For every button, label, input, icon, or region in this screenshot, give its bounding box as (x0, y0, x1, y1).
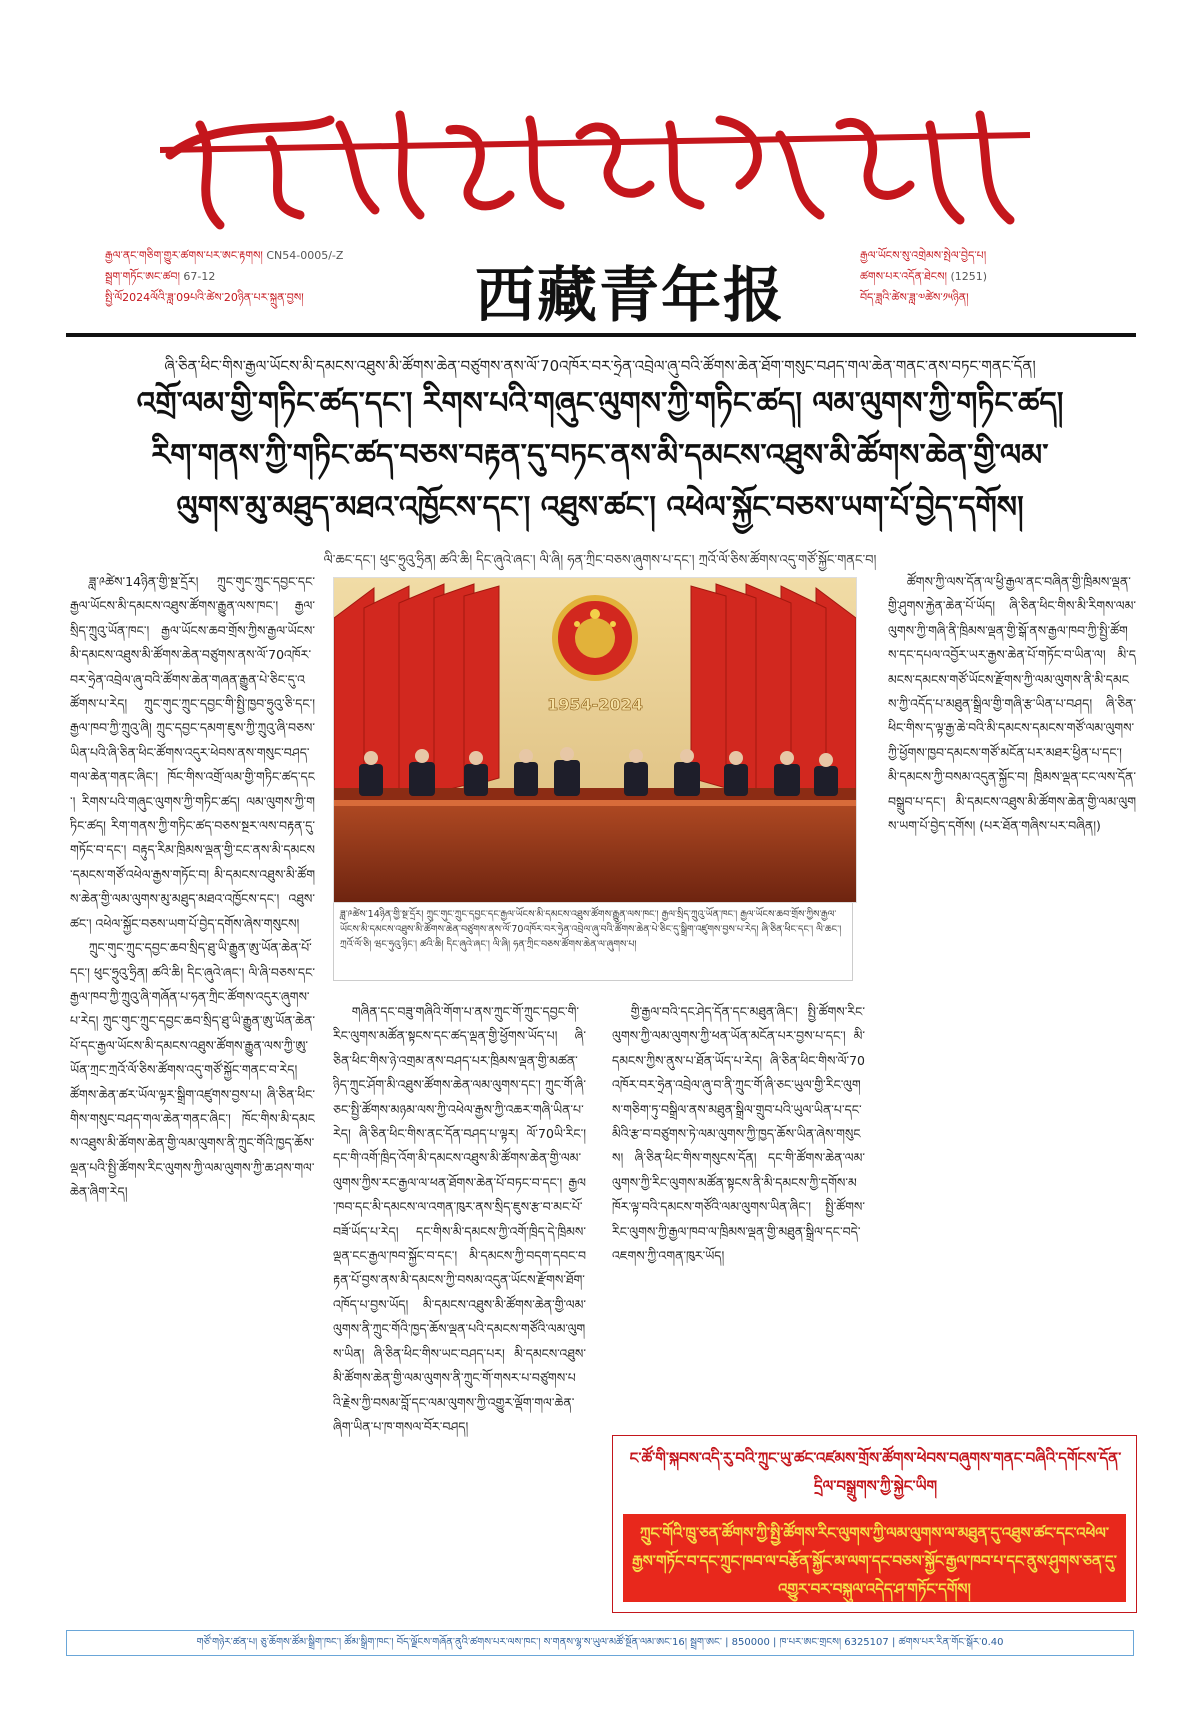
headline-line: འགྲོ་ལམ་གྱི་གཏིང་ཚད་དང་། རིགས་པའི་གཞུང་ལུགས་ཀྱི་གཏིང་ཚད། ལམ་ལུགས་ཀྱི་གཏིང་ཚད། (136, 386, 1064, 421)
notice-highlight: ཀྲུང་གོའི་ཁྲུ་ཅན་ཚོགས་ཀྱི་སྤྱི་ཚོགས་རིང་ལུགས་ཀྱི་ལམ་ལུགས་ལ་མཐུན་དུ་འཐུས་ཚང་དང་འཕེལ་རྒྱས་གཏོང་བ་དང་ཀྲུང་ཁབ་ལ་བརྩོན་སྐྱོང་མ་ལག་དང་བཅས་སྐྱོང་རྒྱལ་ཁབ་པ་དང་ནུས་ཤུགས་ཅན་དུ་འགྱུར་བར་བསྐུལ་འདེད་ཤ་གཏོང་དགོས། (623, 1514, 1126, 1602)
anniversary-banner-text: 1954-2024 (547, 695, 643, 714)
article-paragraph: ཀྲུང་གུང་ཀྲུང་དབྱང་ཆབ་སྲིད་ཐུ་ཡི་རྒྱུན་ཨུ་ཡོན་ཆེན་པོ་དང་། ཕུང་ཧྲུའུ་ཧྲིན། ཚའི་ཆི། དིང་ཞུའེ་ཞང་། ལི་ཞི་བཅས་དང་རྒྱལ་ཁབ་ཀྱི་ཀྲུའུ་ཞི་གཞོན་པ་ཧན་ཀྲིང་ཚོགས་འདུར་ཞུགས་པ་རེད། ཀྲུང་གུང་ཀྲུང་དབྱང་ཆབ་སྲིད་ཐུ་ཡི་རྒྱུན་ཨུ་ཡོན་ཆེན་པོ་དང་རྒྱལ་ཡོངས་མི་དམངས་འཐུས་ཚོགས་རྒྱུན་ལས་ཀྱི་ཨུ་ཡོན་ཀྲང་ཀྲའོ་ལོ་ཅིས་ཚོགས་འདུ་གཙོ་སྐྱོང་གནང་བ་རེད། ཚོགས་ཆེན་ཚར་ཡོལ་ལྟར་སྒྲིག་འཛུགས་བྱས་པ། ཞི་ཅིན་ཕིང་གིས་གསུང་བཤད་གལ་ཆེན་གནང་ཞིང་། ཁོང་གིས་མི་དམངས་འཐུས་མི་ཚོགས་ཆེན་གྱི་ལམ་ལུགས་ནི་ཀྲུང་གོའི་ཁྱད་ཆོས་ལྡན་པའི་སྤྱི་ཚོགས་རིང་ལུགས་ཀྱི་ལམ་ལུགས་ཀྱི་ཆ་ཤས་གལ་ཆེན་ཞིག་རེད། (70, 940, 315, 1200)
article-column-1 (70, 570, 315, 1452)
lead-kicker: ཞི་ཅིན་ཕིང་གིས་རྒྱལ་ཡོངས་མི་དམངས་འཐུས་མི་ཚོགས་ཆེན་བཙུགས་ནས་ལོ་70འཁོར་བར་ཧྲེན་འབྲེལ་ཞུ་བའི་ཚོགས་ཆེན་ཐོག་གསུང་བཤད་གལ་ཆེན་གནང་ནས་བཏང་གནང་དོན། (164, 357, 1036, 375)
distribution-line: རྒྱལ་ཡོངས་སུ་འགྲེམས་སྤེལ་བྱེད་པ། (860, 249, 987, 262)
date-line: སྤྱི་ལོ2024ལོའི་ཟླ་09པའི་ཚེས་20ཉིན་པར་སྐྲུན་བྱས། (105, 291, 304, 304)
masthead-info-left (105, 245, 425, 308)
issue-number-line: ཚགས་པར་འདོན་ཐེངས། (1251) (860, 270, 988, 283)
masthead-info-right (860, 245, 1120, 308)
notice-box (612, 1435, 1137, 1613)
masthead-divider (66, 333, 1136, 337)
chinese-title: 西藏青年报 (475, 261, 785, 331)
conference-hall-image (334, 578, 856, 902)
article-paragraph: ཟླ་༩ཚེས་14ཉིན་གྱི་སྔ་དྲོར། ཀྲུང་གུང་ཀྲུང་དབྱང་དང་རྒྱལ་ཡོངས་མི་དམངས་འཐུས་ཚོགས་རྒྱུན་ལས་ཁང་། རྒྱལ་སྲིད་ཀྲུའུ་ཡོན་ཁང་། རྒྱལ་ཡོངས་ཆབ་གྲོས་ཀྱིས་རྒྱལ་ཡོངས་མི་དམངས་འཐུས་མི་ཚོགས་ཆེན་བཙུགས་ནས་ལོ་70འཁོར་བར་ཧྲེན་འབྲེལ་ཞུ་བའི་ཚོགས་ཆེན་གཞན་རྒྱུན་པེ་ཅིང་དུ་འཚོགས་པ་རེད། ཀྲུང་གུང་ཀྲུང་དབྱང་གི་སྤྱི་ཁྱབ་ཧྲུའུ་ཅི་དང་། རྒྱལ་ཁབ་ཀྱི་ཀྲུའུ་ཞི། ཀྲུང་དབྱང་དམག་ཇུས་ཀྱི་ཀྲུའུ་ཞི་བཅས་ཡིན་པའི་ཞི་ཅིན་ཕིང་ཚོགས་འདུར་ཕེབས་ནས་གསུང་བཤད་གལ་ཆེན་གནང་ཞིང་། ཁོང་གིས་འགྲོ་ལམ་གྱི་གཏིང་ཚད་དང་། རིགས་པའི་གཞུང་ལུགས་ཀྱི་གཏིང་ཚད། ལམ་ལུགས་ཀྱི་གཏིང་ཚད། རིག་གནས་ཀྱི་གཏིང་ཚད་བཅས་སྔར་ལས་བརྟན་དུ་གཏོང་བ་དང་། བརྟུད་རིམ་ཁྲིམས་ལྡན་གྱི་ངང་ནས་མི་དམངས་དམངས་གཙོ་འཕེལ་རྒྱས་གཏོང་བ། མི་དམངས་འཐུས་མི་ཚོགས་ཆེན་གྱི་ལམ་ལུགས་མུ་མཐུད་མཐའ་འཁྱོངས་དང་། འཐུས་ཚང་། འཕེལ་སྐྱོང་བཅས་ཡག་པོ་བྱེད་དགོས་ཞེས་གསུངས། (70, 574, 315, 931)
article-paragraph: གྱི་རྒྱལ་བའི་དང་ཤེད་དོན་དང་མཐུན་ཞིང་། སྤྱི་ཚོགས་རིང་ལུགས་ཀྱི་ལམ་ལུགས་ཀྱི་ཕན་ཡོན་མངོན་པར་བྱས་པ་དང་། མི་དམངས་ཀྱིས་ནུས་པ་ཐོན་ཡོད་པ་རེད། ཞི་ཅིན་ཕིང་གིས་ལོ་70འཁོར་བར་ཧྲེན་འབྲེལ་ཞུ་བ་ནི་ཀྲུང་གོ་ཞི་ཅང་ཡུལ་གྱི་རིང་ལུགས་གཅིག་ཏུ་བསྒྲིལ་ནས་མཐུན་སྒྲིལ་གྲུབ་པའི་ཡུལ་ཡིན་པ་དང་མིའི་རྩ་བ་བཙུགས་ཏེ་ལམ་ལུགས་ཀྱི་ཁྱད་ཆོས་ཡིན་ཞེས་གསུངས། ཞི་ཅིན་ཕིང་གིས་གསུངས་དོན། དང་གི་ཚོགས་ཆེན་ལམ་ལུགས་ཀྱི་རིང་ལུགས་མཚོན་སྟངས་ནི་མི་དམངས་ཀྱི་དགོས་མཁོར་ལྟ་བའི་དམངས་གཙོའི་ལམ་ལུགས་ཡིན་ཞིང་། སྤྱི་ཚོགས་རིང་ལུགས་ཀྱི་རྒྱལ་ཁབ་ལ་ཁྲིམས་ལྡན་གྱི་མཐུན་སྒྲིལ་དང་བདེ་འཇགས་ཀྱི་འགན་ཁུར་ཡོད། (612, 1004, 865, 1264)
postal-code-line: སྦྲག་གཏོང་ཨང་ཚབ། 67-12 (105, 270, 216, 283)
notice-title: ང་ཚོ་གི་སྐབས་འདི་རུ་བའི་ཀྲུང་ཡུ་ཚང་འཛམས་གྲོས་ཚོགས་ཕེབས་བཞུགས་གནང་བཞིའི་དགོངས་དོན་དྲིལ་བསྒྲུགས་ཀྱི་སྐྱེང་ཡིག (629, 1449, 1122, 1495)
imprint-footer: གཙོ་གཉེར་ཚན་པ། ཅུ་ཆོགས་ཚོམ་སྒྲིག་ཁང་། ཚོམ་སྒྲིག་ཁང་། བོད་ལྗོངས་གཞོན་ནུའི་ཚགས་པར་ལས་ཁང་། ས་གནས་ལྷ་ས་ཡུལ་མཚོ་སྔོན་ལམ་ཨང་16། སྦྲག་ཨང་ | 850000 | ཁ་པར་ཨང་གྲངས། 6325107 | ཚགས་པར་རིན་གོང་སྒོར་0.40 (66, 1630, 1134, 1656)
lead-headline (70, 378, 1130, 534)
photo-caption: ཟླ་༩ཚེས་14ཉིན་གྱི་སྔ་དྲོར། ཀྲུང་གུང་ཀྲུང་དབྱང་དང་རྒྱལ་ཡོངས་མི་དམངས་འཐུས་ཚོགས་རྒྱུན་ལས་ཁང་། རྒྱལ་སྲིད་ཀྲུའུ་ཡོན་ཁང་། རྒྱལ་ཡོངས་ཆབ་གྲོས་ཀྱིས་རྒྱལ་ཡོངས་མི་དམངས་འཐུས་མི་ཚོགས་ཆེན་བཙུགས་ནས་ལོ་70འཁོར་བར་ཧྲེན་འབྲེལ་ཞུ་བའི་ཚོགས་ཆེན་པེ་ཅིང་དུ་སྒྲིག་འཛུགས་བྱས་པ་རེད། ཞི་ཅིན་ཕིང་དང་། ལི་ཆང་། ཀྲའོ་ལོ་ཅི། ཝང་ཧུའུ་ཉིང་། ཚའི་ཆི། དིང་ཞུའེ་ཞང་། ལི་ཞི། ཧན་ཀྲིང་བཅས་ཚོགས་ཆེན་ལ་ཞུགས་པ། (333, 903, 853, 981)
lead-byline: ལི་ཆང་དང་། ཕུང་ཧྲུའུ་ཧྲིན། ཚའི་ཆི། དིང་ཞུའེ་ཞང་། ལི་ཞི། ཧན་ཀྲིང་བཅས་ཞུགས་པ་དང་། ཀྲའོ་ལོ་ཅིས་ཚོགས་འདུ་གཙོ་སྐྱོང་གནང་བ། (323, 553, 877, 568)
article-column-2 (333, 1000, 586, 1452)
headline-line: རིག་གནས་ཀྱི་གཏིང་ཚད་བཅས་བརྟན་དུ་བཏང་ནས་མི་དམངས་འཐུས་མི་ཚོགས་ཆེན་གྱི་ལམ་ (151, 438, 1049, 473)
registration-line: རྒྱལ་ནང་གཅིག་གྱུར་ཚགས་པར་ཨང་རྟགས། CN54-0005/-Z (105, 249, 344, 262)
headline-line: ལུགས་མུ་མཐུད་མཐའ་འཁྱོངས་དང་། འཐུས་ཚང་། འཕེལ་སྐྱོང་བཅས་ཡག་པོ་བྱེད་དགོས། (176, 490, 1024, 525)
tibetan-masthead-logo (160, 95, 1040, 235)
article-paragraph: གཞིན་དང་བཟུ་གཞིའི་གོག་པ་ནས་ཀྲུང་གོ་ཀྲུང་དབྱང་གི་རིང་ལུགས་མཚོན་སྟངས་དང་ཚད་ལྡན་གྱི་ཕྱོགས་ཡོད་པ། ཞི་ཅིན་ཕིང་གིས་ཉེ་འགྲམ་ནས་བཤད་པར་ཁྲིམས་ལྡན་གྱི་མཚན་ཉིད་ཀྲུང་ཤོག་མི་འཐུས་ཚོགས་ཆེན་ལམ་ལུགས་དང་། ཀྲུང་གོ་ཞི་ཅང་སྤྱི་ཚོགས་མཉམ་ལས་ཀྱི་འཕེལ་རྒྱས་ཀྱི་འཆར་གཞི་ཡིན་པ་རེད། ཞི་ཅིན་ཕིང་གིས་ནང་དོན་བཤད་པ་ལྟར། ལོ་70ཡི་རིང་། དང་གི་འགོ་ཁྲིད་འོག་མི་དམངས་འཐུས་མི་ཚོགས་ཆེན་གྱི་ལམ་ལུགས་ཀྱིས་རང་རྒྱལ་ལ་ཕན་ཐོགས་ཆེན་པོ་བཏང་བ་དང་། རྒྱལ་ཁབ་དང་མི་དམངས་ལ་འགན་ཁུར་ནས་སྲིད་ཇུས་རྩ་བ་མང་པོ་བཟོ་ཡོད་པ་རེད། དང་གིས་མི་དམངས་ཀྱི་འགོ་ཁྲིད་དེ་ཁྲིམས་ལྡན་ངང་རྒྱལ་ཁབ་སྐྱོང་བ་དང་། མི་དམངས་ཀྱི་བདག་དབང་བརྟན་པོ་བྱས་ནས་མི་དམངས་ཀྱི་བསམ་འདུན་ཡོངས་རྫོགས་ཐོག་འཁོད་པ་བྱས་ཡོད། མི་དམངས་འཐུས་མི་ཚོགས་ཆེན་གྱི་ལམ་ལུགས་ནི་ཀྲུང་གོའི་ཁྱད་ཆོས་ལྡན་པའི་དམངས་གཙོའི་ལམ་ལུགས་ཡིན། ཞི་ཅིན་ཕིང་གིས་ཡང་བཤད་པར། མི་དམངས་འཐུས་མི་ཚོགས་ཆེན་གྱི་ལམ་ལུགས་ནི་ཀྲུང་གོ་གསར་པ་བཙུགས་པའི་རྗེས་ཀྱི་བསམ་བློ་དང་ལམ་ལུགས་ཀྱི་འགྱུར་ལྡོག་གལ་ཆེན་ཞིག་ཡིན་པ་ཁ་གསལ་བོར་བཤད། (333, 1004, 586, 1434)
article-column-3 (612, 1000, 865, 1420)
article-column-4 (888, 570, 1136, 1422)
lead-photo (333, 577, 857, 903)
tibetan-date-line: བོད་ཟླའི་ཚེས་ཟླ་༧ཚེས་༡༥ཉིན། (860, 291, 969, 304)
article-paragraph: ཚོགས་ཀྱི་ལས་དོན་ལ་ཕྱི་རྒྱལ་ནང་བཞིན་གྱི་ཁྲིམས་ལྡན་གྱི་ཤུགས་རྐྱེན་ཆེན་པོ་ཡོད། ཞི་ཅིན་ཕིང་གིས་མི་རིགས་ལམ་ལུགས་ཀྱི་གཞི་ནི་ཁྲིམས་ལྡན་གྱི་སྒོ་ནས་རྒྱལ་ཁབ་ཀྱི་སྤྱི་ཚོགས་དང་དཔལ་འབྱོར་ཡར་རྒྱས་ཆེན་པོ་གཏོང་བ་ཡིན་ལ། མི་དམངས་དམངས་གཙོ་ཡོངས་རྫོགས་ཀྱི་ལམ་ལུགས་ནི་མི་དམངས་ཀྱི་འདོད་པ་མཐུན་སྒྲིལ་གྱི་གཞི་རྩ་ཡིན་པ་བཤད། ཞི་ཅིན་ཕིང་གིས་ད་ལྟ་རྒྱ་ཆེ་བའི་མི་དམངས་དམངས་གཙོ་ལམ་ལུགས་ཀྱི་ཕྱོགས་ཁྱབ་དམངས་གཙོ་མངོན་པར་མཐར་ཕྱིན་པ་དང་། མི་དམངས་ཀྱི་བསམ་འདུན་སྐྱོང་བ། ཁྲིམས་ལྡན་ངང་ལས་དོན་བསྒྲུབ་པ་དང་། མི་དམངས་འཐུས་མི་ཚོགས་ཆེན་གྱི་ལམ་ལུགས་ཡག་པོ་བྱེད་དགོས། (པར་ཐོན་གཞིས་པར་བཞིན།) (888, 574, 1136, 834)
